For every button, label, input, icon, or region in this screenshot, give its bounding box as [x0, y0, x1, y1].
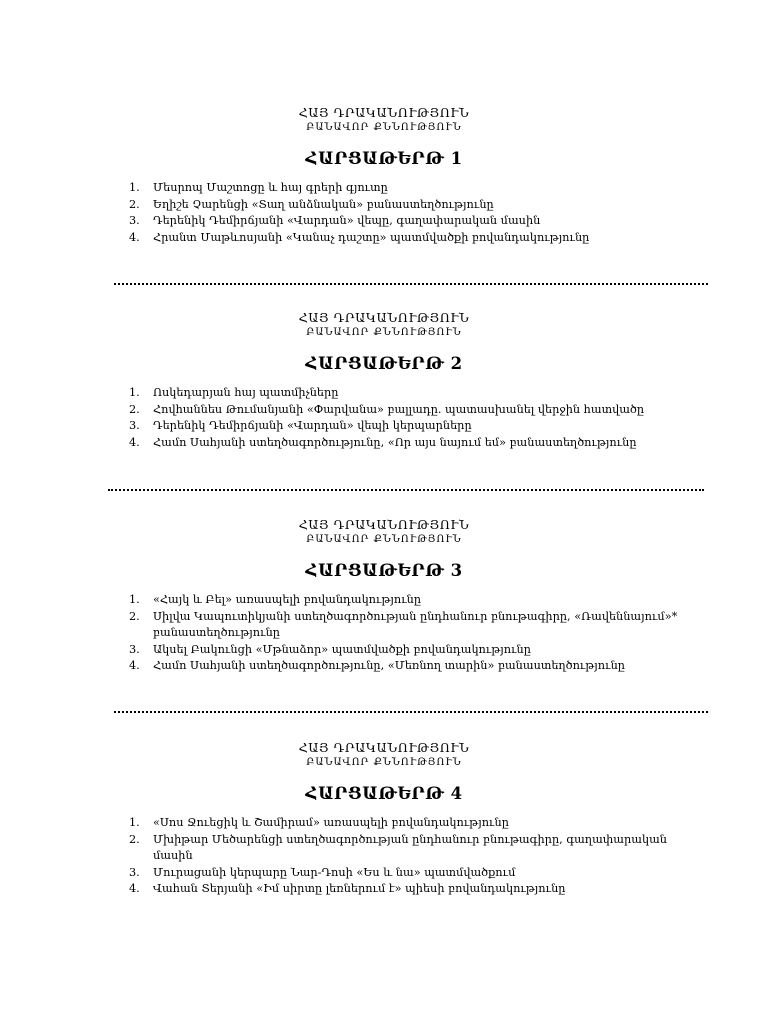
- header-sub: ԲԱՆԱՎՈՐ ՔՆՆՈՒԹՅՈՒՆ: [306, 122, 462, 133]
- list-item: [124, 609, 684, 642]
- ticket-title: ՀԱՐՑԱԹԵՐԹ 1: [305, 149, 463, 168]
- item-text: Դերենիկ Դեմիրճյանի «Վարդան» վեպը, գաղափարական մասին: [153, 214, 541, 228]
- header-sub: ԲԱՆԱՎՈՐ ՔՆՆՈՒԹՅՈՒՆ: [306, 327, 462, 338]
- item-text: Հրանտ Մաթևոսյանի «Կանաչ դաշտը» պատմվածքի բովանդակությունը: [153, 230, 590, 244]
- item-number: 4.: [129, 230, 140, 244]
- list-item: [124, 197, 684, 214]
- ticket-3: [0, 516, 768, 675]
- list-item: [124, 658, 684, 675]
- header-main: ՀԱՅ ԴՐԱԿԱՆՈՒԹՅՈՒՆ: [298, 517, 470, 532]
- ticket-2: [0, 309, 768, 451]
- item-text: Համո Սահյանի ստեղծագործությունը, «Մեռնող տարին» բանաստեղծությունը: [153, 659, 625, 673]
- item-text: Համո Սահյանի ստեղծագործությունը, «Որ այս նայում եմ» բանաստեղծությունը: [153, 435, 637, 449]
- ticket-title: ՀԱՐՑԱԹԵՐԹ 2: [305, 354, 463, 373]
- item-number: 2.: [129, 197, 140, 211]
- header-main: ՀԱՅ ԴՐԱԿԱՆՈՒԹՅՈՒՆ: [298, 105, 470, 120]
- dotted-separator: [114, 283, 708, 285]
- ticket-1: [0, 104, 768, 246]
- list-item: [124, 180, 684, 197]
- dotted-separator: [108, 489, 704, 491]
- item-text: Վահան Տերյանի «Իմ սիրտը լեռներում է» պիեսի բովանդակությունը: [153, 882, 566, 896]
- item-text: Մխիթար Մեծարենցի ստեղծագործության ընդհանուր բնութագիրը, գաղափարական մասին: [153, 832, 667, 863]
- list-item: [124, 418, 684, 435]
- item-text: Դերենիկ Դեմիրճյանի «Վարդան» վեպի կերպարները: [153, 419, 472, 433]
- list-item: [124, 881, 684, 898]
- item-number: 3.: [129, 214, 140, 228]
- question-list: [124, 815, 684, 898]
- item-number: 2.: [129, 832, 140, 846]
- header-sub: ԲԱՆԱՎՈՐ ՔՆՆՈՒԹՅՈՒՆ: [306, 534, 462, 545]
- item-number: 3.: [129, 419, 140, 433]
- item-number: 1.: [129, 593, 140, 606]
- ticket-title: ՀԱՐՑԱԹԵՐԹ 4: [305, 784, 463, 803]
- item-number: 1.: [129, 181, 140, 194]
- item-text: Ակսել Բակունցի «Մթնաձոր» պատմվածքի բովանդակությունը: [153, 642, 531, 656]
- item-text: Մուրացանի կերպարը Նար-Դոսի «Ես և նա» պատմվածքում: [153, 865, 516, 879]
- item-text: Մեսրոպ Մաշտոցը և հայ գրերի գյուտը: [153, 181, 388, 194]
- item-number: 1.: [129, 386, 140, 399]
- item-number: 3.: [129, 642, 140, 656]
- item-text: Ոսկեդարյան հայ պատմիչները: [153, 386, 339, 399]
- list-item: [124, 815, 684, 832]
- list-item: [124, 435, 684, 452]
- item-number: 2.: [129, 609, 140, 623]
- list-item: [124, 230, 684, 247]
- item-number: 3.: [129, 865, 140, 879]
- item-text: «Հայկ և Բել» առասպելի բովանդակությունը: [153, 593, 422, 606]
- list-item: [124, 832, 684, 865]
- item-number: 4.: [129, 882, 140, 896]
- list-item: [124, 213, 684, 230]
- question-list: [124, 592, 684, 675]
- list-item: [124, 385, 684, 402]
- question-list: [124, 385, 684, 451]
- question-list: [124, 180, 684, 246]
- item-number: 4.: [129, 435, 140, 449]
- list-item: [124, 402, 684, 419]
- list-item: [124, 642, 684, 659]
- ticket-4: [0, 739, 768, 898]
- list-item: [124, 865, 684, 882]
- item-number: 1.: [129, 816, 140, 829]
- item-text: Եղիշե Չարենցի «Տաղ անձնական» բանաստեղծությունը: [153, 197, 494, 211]
- item-text: «Սոս Ջուեցիկ և Շամիրամ» առասպելի բովանդակությունը: [153, 816, 509, 829]
- header-main: ՀԱՅ ԴՐԱԿԱՆՈՒԹՅՈՒՆ: [298, 310, 470, 325]
- item-number: 4.: [129, 659, 140, 673]
- header-sub: ԲԱՆԱՎՈՐ ՔՆՆՈՒԹՅՈՒՆ: [306, 757, 462, 768]
- header-main: ՀԱՅ ԴՐԱԿԱՆՈՒԹՅՈՒՆ: [298, 740, 470, 755]
- item-number: 2.: [129, 402, 140, 416]
- item-text: Սիլվա Կապուտիկյանի ստեղծագործության ընդհանուր բնութագիրը, «Ռավեննայում»* բանաստեղծությունը: [153, 609, 678, 640]
- ticket-title: ՀԱՐՑԱԹԵՐԹ 3: [305, 561, 463, 580]
- dotted-separator: [114, 711, 708, 713]
- item-text: Հովհաննես Թումանյանի «Փարվանա» բալլադը. պատասխանել վերջին հատվածը: [153, 402, 645, 416]
- list-item: [124, 592, 684, 609]
